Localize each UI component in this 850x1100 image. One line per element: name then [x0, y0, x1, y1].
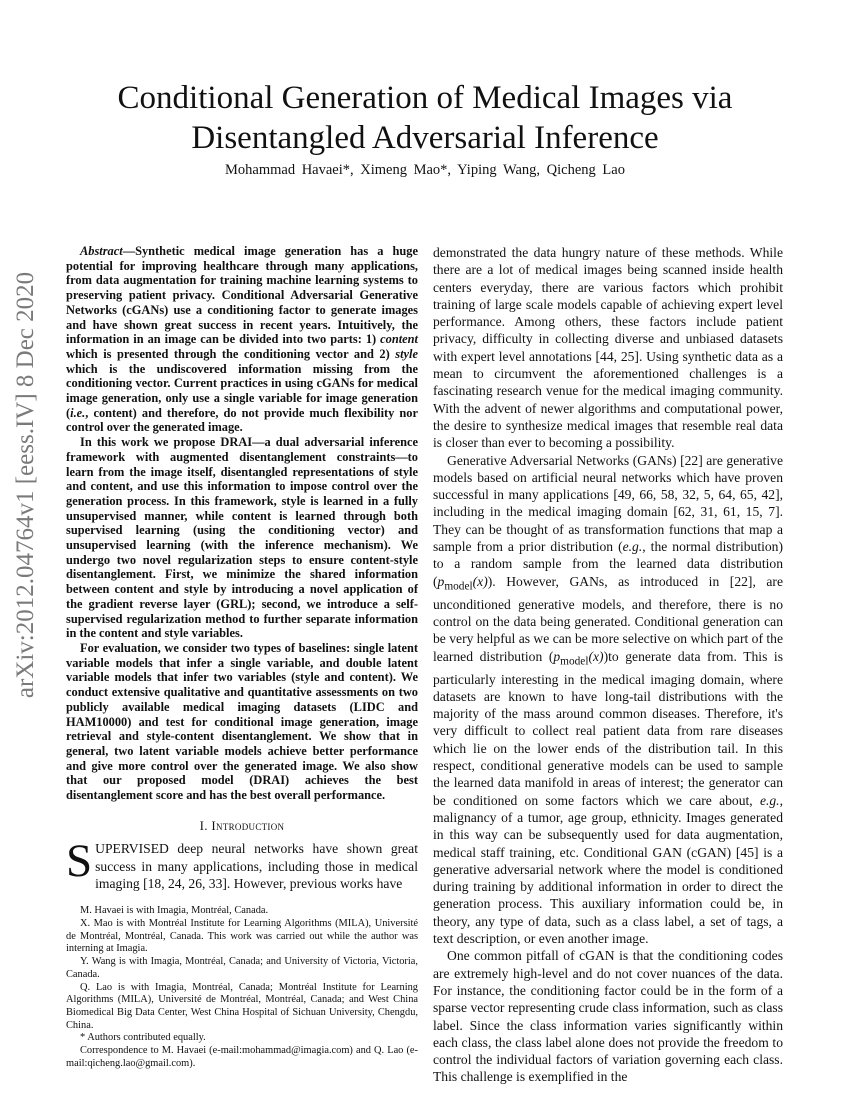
eg-term: e.g.: [759, 792, 780, 808]
abstract-text-d: , content) and therefore, do not provide much flexibility nor control over the generated image.: [66, 405, 418, 435]
intro-text: UPERVISED deep neural networks have shown great success in many applications, including those in medical imaging [18, 24, 26, 33]. However, previous works have: [95, 841, 418, 892]
footnote-item: M. Havaei is with Imagia, Montréal, Canada.: [80, 905, 269, 917]
abstract-label: Abstract: [80, 244, 123, 258]
footnote-item: Y. Wang is with Imagia, Montréal, Canada; and University of Victoria, Victoria, Canada.: [66, 956, 418, 980]
abstract-paragraph-1: [66, 244, 418, 435]
section-heading-introduction: I. Introduction: [199, 817, 285, 833]
body-text-c: ). However, GANs, as introduced in [22], are unconditioned generative models, and therefore, there is no control on the data being generated. Conditional generation can be very helpful as we can be more selective on which part of the learned distribution (: [433, 573, 783, 664]
left-column: [66, 244, 418, 1070]
footnote-item: Correspondence to M. Havaei (e-mail:mohammad@imagia.com) and Q. Lao (e-mail:qicheng.lao@gmail.com).: [66, 1045, 418, 1069]
intro-paragraph-1: [66, 835, 418, 892]
eg-term: e.g.: [622, 539, 643, 555]
body-paragraph-1: demonstrated the data hungry nature of these methods. While there are a lot of medical images being scanned inside health centers everyday, there are various factors which prohibit training of large scale models capable of achieving expert level performance. Among others, these factors include patient privacy, difficulty in collecting diverse and unbiased datasets with expert level annotations [44, 25]. Using synthetic data as a mean to circumvent the aforementioned challenges is a fascinating research venue for the medical imaging community. With the advent of newer algorithms and computational power, the desire to synthesize medical images that resemble real data is closer than ever to becoming a possibility.: [433, 245, 783, 451]
author-list: Mohammad Havaei*, Ximeng Mao*, Yiping Wang, Qicheng Lao: [225, 162, 625, 178]
abstract-text-c: which is the undiscovered information missing from the conditioning vector. Current practices in using cGANs for medical image generation, only use a single variable for image generation (: [66, 361, 418, 420]
body-paragraph-3: One common pitfall of cGAN is that the conditioning codes are extremely high-level and do not cover nuances of the data. For instance, the conditioning factor could be in the form of a sparse vector representing crude class information, such as class label. Since the class information varies significantly within each class, the class label alone does not provide the freedom to control the individual factors of variation governing each class. This challenge is exemplified in the: [433, 948, 783, 1085]
abstract-text-a: —Synthetic medical image generation has a huge potential for improving healthcare through many applications, from data augmentation for training machine learning systems to preserving patient privacy. Conditional Adversarial Generative Networks (cGANs) use a conditioning factor to generate images and have shown great success in recent years. Intuitively, the information in an image can be divided into two parts: 1): [66, 244, 418, 347]
body-text-d: )to generate data from. This is particularly interesting in the medical imaging domain, where datasets are known to have long-tail distributions with the majority of the mass around common diseases. Therefore, it's very difficult to collect real patient data from rare diseases which lie on the lower ends of the distribution tail. In this respect, conditional generative models can be used to sample the learned data manifold in areas of interest; the generator can be conditioned on some factors which we care about,: [433, 648, 784, 808]
title-line-2: Disentangled Adversarial Inference: [191, 120, 659, 156]
footnote-item: * Authors contributed equally.: [80, 1032, 206, 1044]
pmodel-expression: [553, 648, 604, 668]
body-paragraph-2: [433, 452, 783, 948]
content-term: content: [380, 332, 418, 347]
right-column: [433, 244, 783, 1086]
footnote-item: X. Mao is with Montréal Institute for Learning Algorithms (MILA), Université de Montréal, Montréal, Canada. This work was carried out while the author was interning at Imagia.: [66, 918, 418, 955]
pmodel-subscript: model: [560, 655, 589, 668]
pmodel-argument: (x): [588, 648, 604, 664]
pmodel-symbol: p: [437, 573, 445, 589]
arxiv-identifier-stamp: [2, 270, 50, 700]
paper-title: [60, 78, 790, 158]
body-text-b: , the normal distribution) to a random sample from the learned data distribution (: [433, 539, 783, 589]
drop-cap-letter: S: [66, 835, 93, 888]
ie-term: i.e.: [70, 405, 86, 420]
arxiv-stamp-text: arXiv:2012.04764v1 [eess.IV] 8 Dec 2020: [12, 271, 40, 699]
abstract-paragraph-3: For evaluation, we consider two types of baselines: single latent variable models that infer a single variable, and double latent variable models that infer two variables (style and content). We conduct extensive qualitative and quantitative assessments on two publicly available medical imaging datasets (LIDC and HAM10000) and test for conditional image generation, image retrieval and style-content disentanglement. We show that in general, two latent variable models achieve better performance and give more control over the generated image. We also show that our proposed model (DRAI) achieves the best disentanglement score and has the best overall performance.: [66, 640, 418, 803]
body-text-a: Generative Adversarial Networks (GANs) [22] are generative models based on artificial neural networks which have proven successful in many applications [49, 66, 58, 32, 5, 64, 65, 42], including in the medical imaging domain [62, 31, 61, 15, 7]. They can be thought of as transformation functions that map a sample from a prior distribution (: [433, 452, 783, 555]
pmodel-argument: (x): [472, 573, 488, 589]
pmodel-subscript: model: [444, 580, 473, 593]
pmodel-expression: [437, 573, 488, 593]
footnote-item: Q. Lao is with Imagia, Montréal, Canada; Montréal Institute for Learning Algorithms (MILA), Université de Montréal, Montréal, Canada; and West China Biomedical Big Data Center, West China Hospital of Sichuan University, Chengdu, China.: [66, 981, 418, 1031]
abstract-paragraph-2: In this work we propose DRAI—a dual adversarial inference framework with augmented disentanglement constraints—to learn from the image itself, disentangled representations of style and content, and use this information to impose control over the generation process. In this framework, style is learned in a fully unsupervised manner, while content is learned through both supervised learning (using the conditioning vector) and unsupervised learning (with the inference mechanism). We undergo two novel regularization steps to ensure content-style disentanglement. First, we minimize the shared information between content and style by introducing a novel application of the gradient reverse layer (GRL); second, we introduce a self-supervised regularization method to further separate information in the content and style variables.: [66, 435, 418, 641]
abstract-text-b: which is presented through the conditioning vector and 2): [66, 346, 396, 361]
style-term: style: [395, 346, 418, 361]
body-text-e: , malignancy of a tumor, age group, ethnicity. Images generated in this way can be subsequently used for data augmentation, medical staff training, etc. Conditional GAN (cGAN) [45] is a generative adversarial network where the model is conditioned during training by additional information in order to direct the generation process. This auxiliary information could be, in theory, any type of data, such as a class label, a set of tags, a text description, or even another image.: [433, 792, 783, 947]
footnotes: [66, 905, 418, 1070]
pmodel-symbol: p: [553, 648, 561, 664]
abstract: [66, 244, 418, 803]
title-line-1: Conditional Generation of Medical Images via: [117, 80, 733, 116]
